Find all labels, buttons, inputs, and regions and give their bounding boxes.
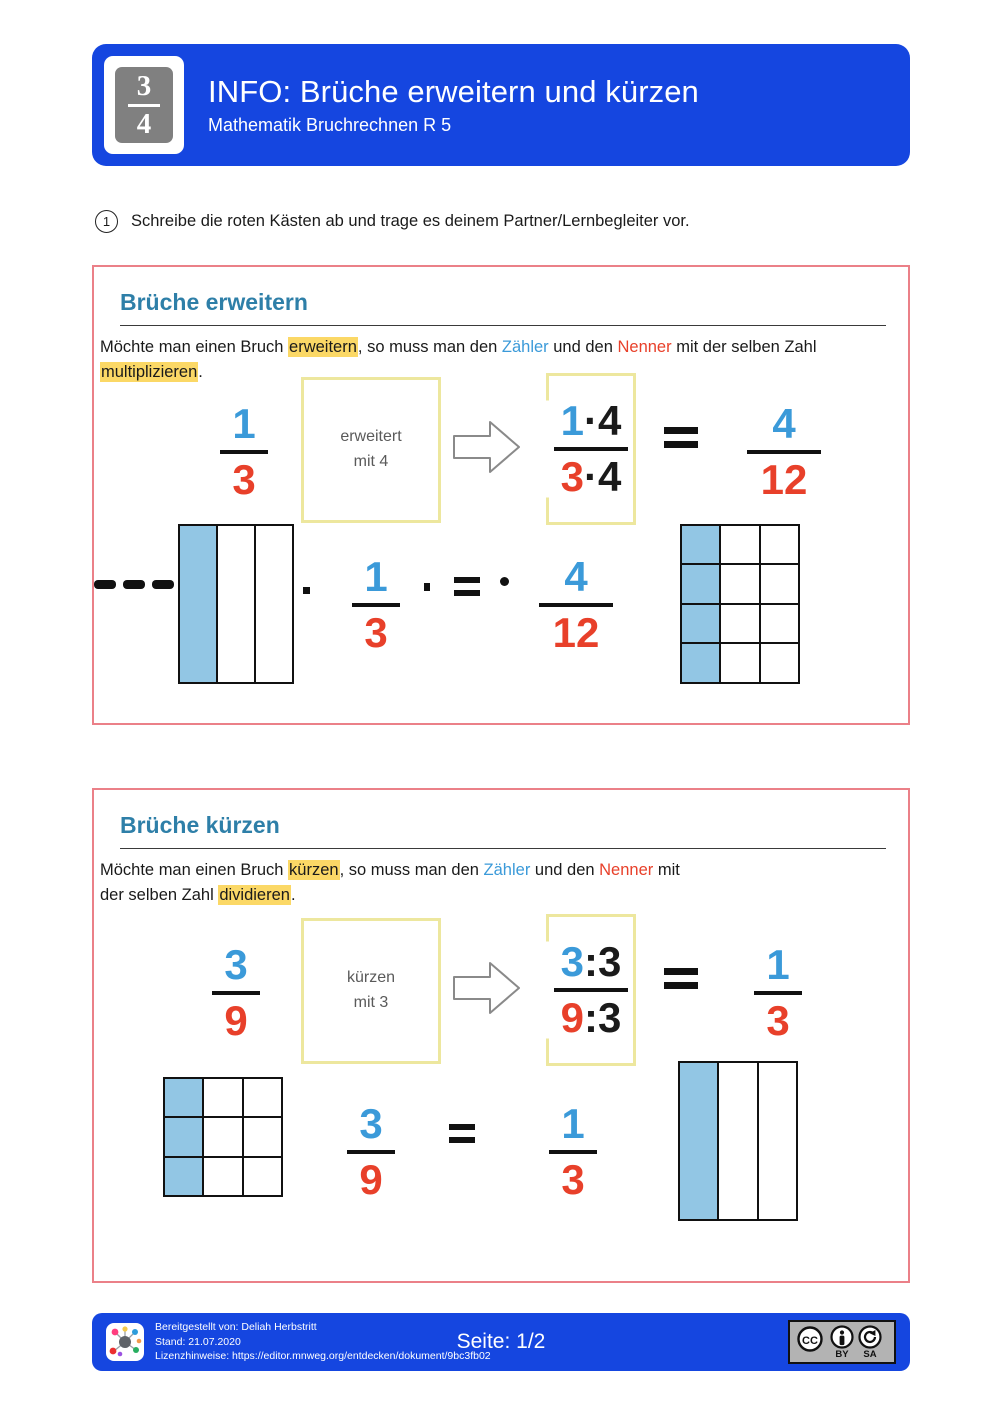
erweitern-model-right-denominator: 12 — [552, 609, 600, 657]
kuerzen-start-numerator: 3 — [224, 941, 248, 988]
highlight-multiplizieren: multiplizieren — [101, 362, 198, 381]
kuerzen-model-right-numerator: 1 — [561, 1100, 585, 1147]
model-cell — [717, 1061, 759, 1221]
task-instruction-text: Schreibe die roten Kästen ab und trage es deinem Partner/Lernbegleiter vor. — [131, 212, 690, 230]
kuerzen-model-right-fraction — [549, 1102, 597, 1202]
fraction-icon-denominator: 4 — [136, 107, 152, 140]
dash-mark — [152, 580, 174, 589]
header-text-block — [208, 74, 699, 135]
fraction-icon-bar — [128, 104, 160, 107]
kuerzen-equals-sign — [664, 968, 698, 989]
model-cell — [759, 603, 801, 645]
dot-marker — [424, 583, 430, 591]
erweitern-model-right-fraction — [539, 555, 613, 655]
footer-provided-by: Bereitgestellt von: Deliah Herbstritt — [155, 1320, 317, 1333]
erweitern-model-row — [94, 525, 908, 700]
equals-bar-top — [664, 427, 698, 434]
fraction-icon — [115, 67, 173, 143]
bracket-right-edge — [633, 373, 636, 525]
logo-network-graphic — [106, 1323, 144, 1361]
model-cell — [759, 563, 801, 605]
highlight-kuerzen: kürzen — [289, 861, 339, 879]
model-cell — [242, 1077, 284, 1119]
text-line2-part2: . — [290, 885, 296, 904]
erweitern-result-numerator: 4 — [772, 400, 796, 447]
kuerzen-work-den-left: 9 — [560, 994, 584, 1041]
dash-marks-left — [94, 580, 174, 589]
erweitern-model-left — [179, 525, 293, 683]
fraction-bar — [549, 1150, 597, 1154]
model-cell — [719, 524, 761, 566]
kuerzen-model-left-fraction — [347, 1102, 395, 1202]
kuerzen-result-numerator: 1 — [766, 941, 790, 988]
kuerzen-work-bracket — [546, 914, 636, 1066]
erweitern-equals-sign — [664, 427, 698, 448]
kuerzen-result-denominator: 3 — [766, 997, 790, 1045]
erweitern-work-num-right: ·4 — [584, 396, 622, 444]
erweitern-model-right — [681, 525, 799, 683]
erweitern-work-numerator — [560, 396, 622, 444]
svg-text:CC: CC — [802, 1335, 818, 1347]
fraction-bar — [212, 991, 260, 995]
highlight-dividieren: dividieren — [219, 885, 290, 904]
page-subtitle: Mathematik Bruchrechnen R 5 — [208, 114, 452, 135]
card-kuerzen-title: Brüche kürzen — [120, 812, 280, 838]
fraction-bar — [220, 450, 268, 454]
kuerzen-work-numerator — [560, 937, 622, 985]
erweitern-model-right-numerator: 4 — [564, 553, 588, 600]
card-erweitern-divider — [120, 325, 886, 326]
kuerzen-work-num-right: :3 — [584, 937, 622, 985]
dot-marker — [303, 587, 310, 594]
kuerzen-work-denominator — [561, 996, 622, 1040]
task-number-badge: 1 — [95, 210, 118, 233]
erweitern-start-fraction — [220, 402, 268, 502]
model-cell — [242, 1116, 284, 1158]
model-cell — [719, 563, 761, 605]
dot-marker — [500, 577, 509, 586]
model-cell-filled — [163, 1116, 205, 1158]
text-part3: und den — [530, 861, 600, 879]
footer-page-number: Seite: 1/2 — [456, 1330, 546, 1353]
model-cell — [216, 524, 256, 684]
kuerzen-model-right-denominator: 3 — [561, 1156, 585, 1204]
card-kuerzen-divider — [120, 848, 886, 849]
erweitern-work-fraction — [554, 396, 628, 500]
kuerzen-op-line1: kürzen — [346, 969, 396, 987]
arrow-right-icon — [452, 419, 522, 475]
text-part2: , so muss man den — [339, 861, 484, 879]
model-cell — [757, 1061, 799, 1221]
model-cell — [202, 1156, 244, 1198]
model-cell — [759, 642, 801, 684]
text-nenner: Nenner — [617, 338, 672, 356]
equals-bar-top — [449, 1124, 475, 1130]
erweitern-operation-box — [301, 377, 441, 523]
text-line2-part1: der selben Zahl — [100, 885, 219, 904]
card-kuerzen — [92, 788, 910, 1283]
svg-text:BY: BY — [835, 1349, 849, 1360]
model-cell-filled — [163, 1077, 205, 1119]
erweitern-result-denominator: 12 — [760, 456, 808, 504]
kuerzen-work-num-left: 3 — [560, 937, 584, 985]
page-footer — [92, 1313, 910, 1371]
kuerzen-work-den-right: :3 — [584, 994, 622, 1041]
erweitern-start-numerator: 1 — [232, 400, 256, 447]
text-part5: . — [198, 362, 203, 381]
equals-bar-bottom — [664, 982, 698, 989]
erweitern-work-den-left: 3 — [560, 453, 584, 500]
kuerzen-result-fraction — [754, 943, 802, 1043]
model-cell-filled — [680, 642, 722, 684]
model-cell-filled — [678, 1061, 720, 1221]
model-cell-filled — [163, 1156, 205, 1198]
text-zaehler: Zähler — [501, 338, 549, 356]
page-header — [92, 44, 910, 166]
equals-bar-bottom — [449, 1137, 475, 1143]
model-cell — [242, 1156, 284, 1198]
fraction-bar — [754, 991, 802, 995]
equals-bar-top — [454, 577, 480, 583]
footer-license-note[interactable]: Lizenzhinweise: https://editor.mnweg.org/entdecken/dokument/9bc3fb02 — [155, 1350, 491, 1363]
model-cell — [202, 1077, 244, 1119]
erweitern-equation-row — [94, 367, 908, 517]
erweitern-model-equals-sign — [454, 577, 480, 596]
cc-license-badge[interactable] — [788, 1320, 896, 1364]
model-cell — [759, 524, 801, 566]
text-part1: Möchte man einen Bruch — [100, 338, 289, 356]
model-cell — [719, 603, 761, 645]
fraction-bar — [539, 603, 613, 607]
text-part2: , so muss man den — [357, 338, 502, 356]
kuerzen-model-equals-sign — [449, 1124, 475, 1143]
kuerzen-work-fraction — [554, 937, 628, 1041]
bracket-right-edge — [633, 914, 636, 1066]
page-title: INFO: Brüche erweitern und kürzen — [208, 74, 699, 110]
erweitern-work-den-right: ·4 — [584, 453, 622, 500]
footer-meta-block — [155, 1320, 491, 1365]
model-cell-filled — [680, 563, 722, 605]
fraction-logo-card — [104, 56, 184, 154]
erweitern-model-left-denominator: 3 — [364, 609, 388, 657]
model-cell-filled — [680, 603, 722, 645]
dash-mark — [94, 580, 116, 589]
kuerzen-equation-row — [94, 908, 908, 1058]
kuerzen-operation-box — [301, 918, 441, 1064]
erweitern-work-num-left: 1 — [560, 396, 584, 444]
arrow-right-icon — [452, 960, 522, 1016]
erweitern-work-denominator — [561, 455, 622, 499]
cc-by-sa-icon — [792, 1324, 892, 1360]
card-erweitern-title: Brüche erweitern — [120, 289, 308, 315]
kuerzen-start-fraction — [212, 943, 260, 1043]
bracket-left-edge — [546, 373, 549, 525]
erweitern-result-fraction — [747, 402, 821, 502]
model-cell — [719, 642, 761, 684]
fraction-bar — [554, 988, 628, 992]
model-cell-filled — [178, 524, 218, 684]
text-nenner: Nenner — [599, 861, 654, 879]
model-cell — [202, 1116, 244, 1158]
kuerzen-start-denominator: 9 — [224, 997, 248, 1045]
equals-bar-bottom — [454, 590, 480, 596]
model-cell — [254, 524, 294, 684]
text-part4: mit der selben Zahl — [671, 338, 817, 356]
dash-mark — [123, 580, 145, 589]
fraction-bar — [554, 447, 628, 451]
erweitern-op-line2: mit 4 — [353, 453, 389, 470]
erweitern-start-denominator: 3 — [232, 456, 256, 504]
text-part1: Möchte man einen Bruch — [100, 861, 289, 879]
fraction-bar — [747, 450, 821, 454]
erweitern-model-left-numerator: 1 — [364, 553, 388, 600]
card-kuerzen-paragraph — [100, 858, 898, 908]
fraction-bar — [352, 603, 400, 607]
text-part3: und den — [548, 338, 618, 356]
text-part4: mit — [653, 861, 680, 879]
kuerzen-model-right — [679, 1062, 797, 1220]
kuerzen-op-line2: mit 3 — [353, 994, 389, 1011]
kuerzen-model-row — [94, 1072, 908, 1242]
fraction-bar — [347, 1150, 395, 1154]
card-erweitern — [92, 265, 910, 725]
text-zaehler: Zähler — [483, 861, 531, 879]
kuerzen-model-left-numerator: 3 — [359, 1100, 383, 1147]
task-instruction — [95, 210, 690, 233]
mnweg-logo-icon — [106, 1323, 144, 1361]
equals-bar-top — [664, 968, 698, 975]
bracket-left-edge — [546, 914, 549, 1066]
erweitern-work-bracket — [546, 373, 636, 525]
erweitern-op-line1: erweitert — [340, 428, 402, 446]
fraction-icon-numerator: 3 — [136, 69, 152, 102]
highlight-erweitern: erweitern — [289, 338, 357, 356]
equals-bar-bottom — [664, 441, 698, 448]
kuerzen-model-left-denominator: 9 — [359, 1156, 383, 1204]
erweitern-model-left-fraction — [352, 555, 400, 655]
footer-date: Stand: 21.07.2020 — [155, 1335, 241, 1348]
kuerzen-model-left — [164, 1078, 282, 1196]
svg-text:SA: SA — [863, 1349, 877, 1360]
model-cell-filled — [680, 524, 722, 566]
